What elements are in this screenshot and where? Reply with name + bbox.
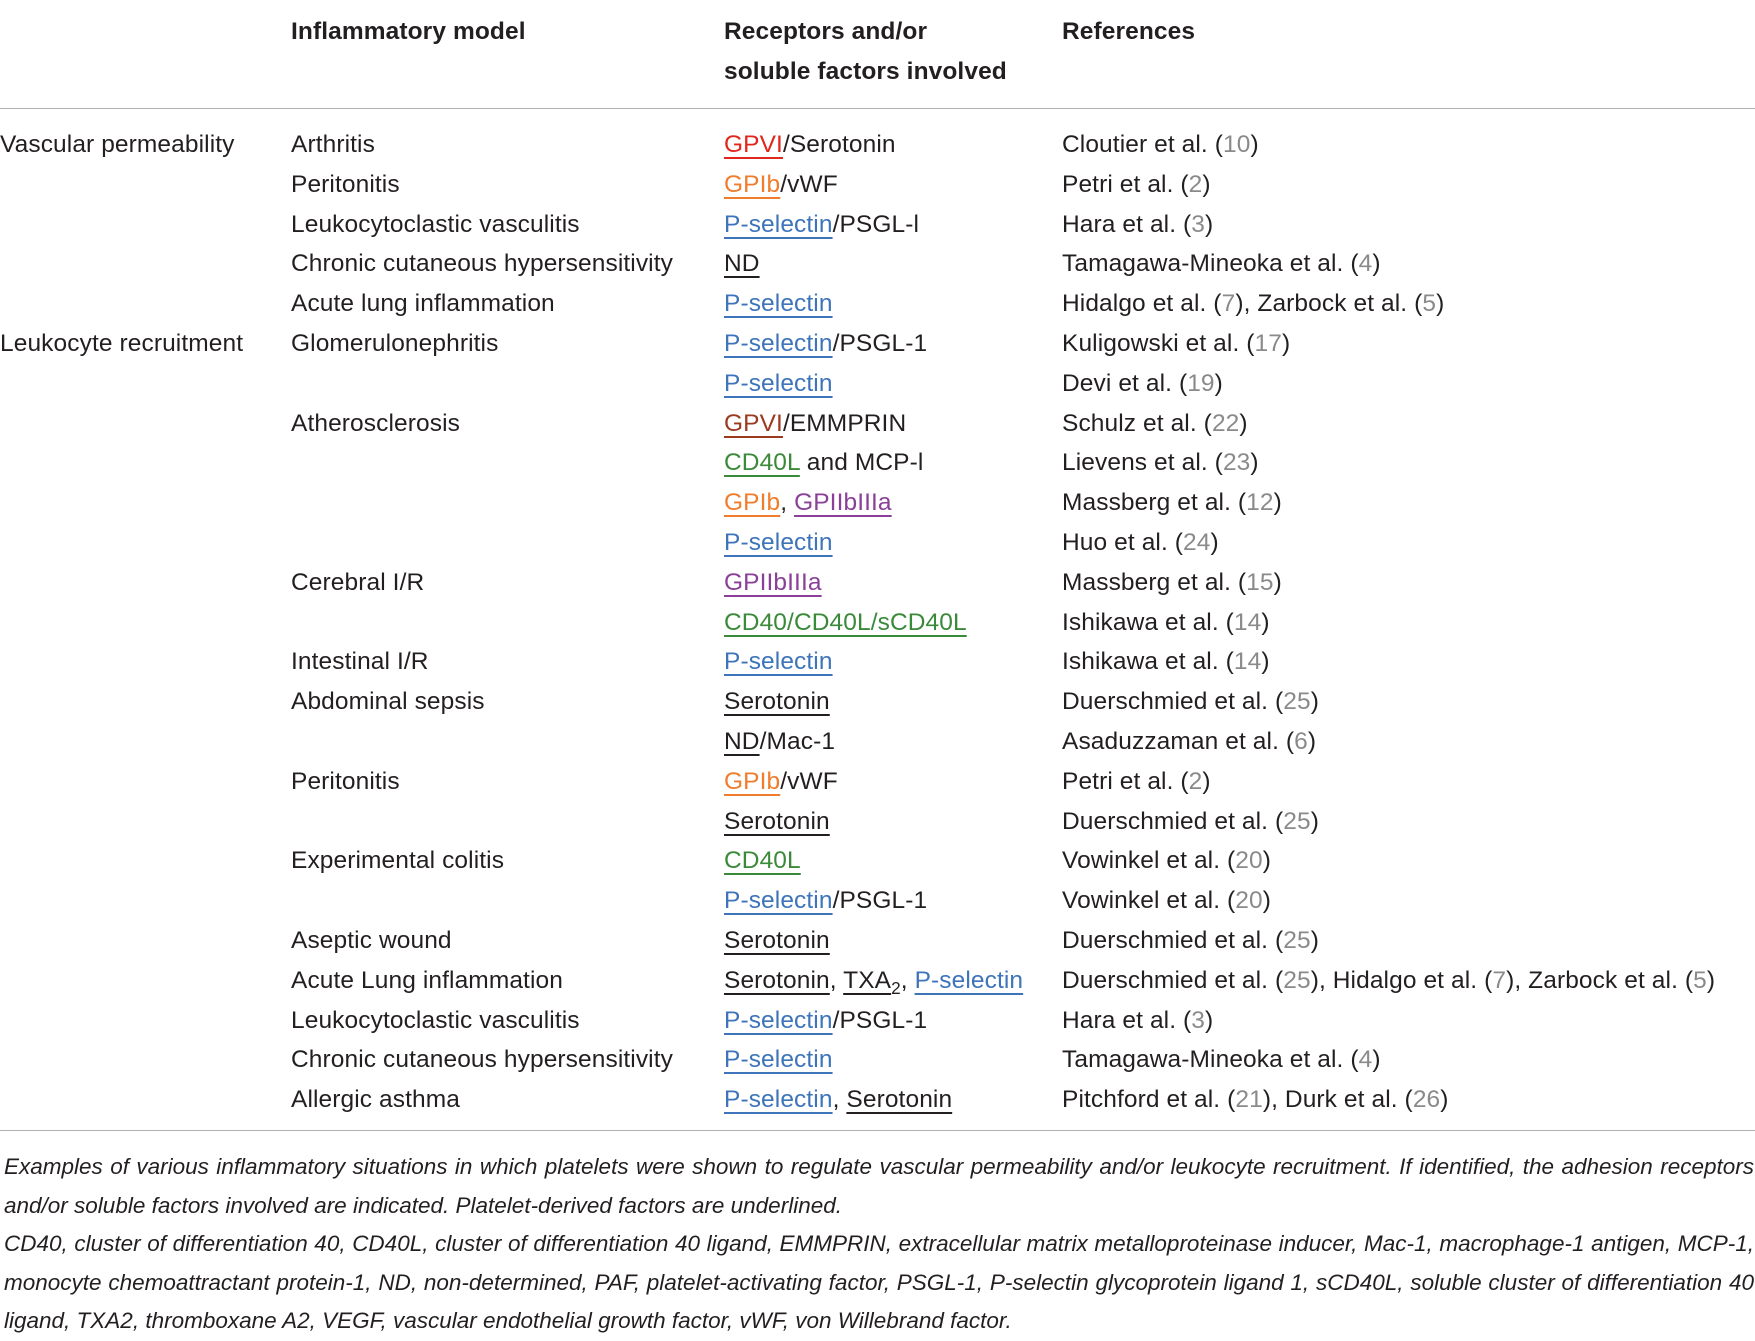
factor-item: [724, 1046, 833, 1073]
factor-text: [780, 489, 794, 516]
reference-text: Ishikawa et al. (: [1062, 648, 1234, 676]
factor-label: /PSGL-l: [832, 210, 920, 238]
model-cell: Glomerulonephritis: [291, 329, 499, 357]
model-cell: Peritonitis: [291, 767, 400, 795]
factor-label: Serotonin: [724, 966, 830, 994]
table-row: [0, 364, 1755, 404]
factor-subscript: 2: [891, 977, 901, 998]
reference-text: ): [1250, 131, 1259, 158]
model-cell: Acute Lung inflammation: [291, 966, 563, 994]
references-cell: [1062, 523, 1219, 563]
references-cell: [1062, 563, 1282, 603]
reference-text: ): [1205, 1006, 1214, 1034]
factor-item: [843, 966, 901, 998]
factor-label: P-selectin: [724, 528, 833, 556]
factor-item: [724, 569, 822, 596]
factors-cell: [724, 125, 896, 165]
reference-text: Asaduzzaman et al. (: [1062, 727, 1295, 755]
factors-cell: [724, 443, 923, 483]
reference-number[interactable]: 3: [1191, 210, 1206, 238]
references-cell: [1062, 881, 1271, 921]
factor-item: [724, 290, 833, 317]
factor-label: GPIb: [724, 489, 781, 517]
category-cell: Leukocyte recruitment: [0, 329, 244, 357]
reference-number[interactable]: 25: [1283, 807, 1311, 835]
factor-label: Serotonin: [846, 1086, 953, 1114]
reference-text: Lievens et al. (: [1062, 449, 1223, 477]
model-cell: Abdominal sepsis: [291, 688, 485, 716]
model-cell: Peritonitis: [291, 170, 400, 198]
factor-label: ,: [900, 966, 915, 994]
factors-cell: [724, 483, 892, 523]
factor-label: /vWF: [780, 767, 838, 795]
factor-label: and MCP-l: [799, 449, 924, 477]
factor-label: /vWF: [780, 170, 838, 198]
reference-number[interactable]: 4: [1358, 250, 1373, 278]
reference-number[interactable]: 17: [1254, 329, 1282, 357]
table-row: [0, 762, 1755, 802]
references-cell: [1062, 324, 1290, 364]
reference-text: Duerschmied et al. (: [1062, 688, 1284, 716]
table-row: [0, 921, 1755, 961]
reference-text: Pitchford et al. (: [1062, 1086, 1236, 1114]
header-receptors-line2: soluble factors involved: [724, 58, 1007, 85]
reference-text: ): [1307, 727, 1317, 755]
factor-label: GPIIbIIIa: [794, 489, 892, 517]
table-row: [0, 324, 1755, 364]
reference-number[interactable]: 4: [1358, 1046, 1373, 1074]
factors-cell: [724, 881, 927, 921]
references-cell: [1062, 603, 1270, 643]
factor-label: P-selectin: [724, 210, 833, 238]
reference-text: ): [1273, 568, 1282, 596]
factors-cell: [724, 324, 927, 364]
model-cell: Atherosclerosis: [291, 409, 460, 437]
reference-text: ): [1210, 528, 1219, 556]
references-cell: [1062, 841, 1271, 881]
factor-text: [901, 967, 915, 994]
factor-item: [724, 967, 830, 994]
reference-number[interactable]: 14: [1233, 608, 1262, 636]
factor-label: Serotonin: [724, 926, 830, 954]
factor-label: P-selectin: [724, 648, 833, 676]
reference-text: ): [1239, 409, 1248, 437]
factor-label: /PSGL-1: [832, 329, 928, 357]
reference-text: Devi et al. (: [1062, 369, 1188, 397]
factor-text: [780, 171, 838, 198]
factor-item: [724, 250, 760, 277]
factors-cell: [724, 682, 830, 722]
factor-label: GPIIbIIIa: [724, 568, 822, 596]
factor-item: [724, 529, 833, 556]
factor-item: [724, 1086, 833, 1113]
table-row: [0, 165, 1755, 205]
factor-label: /PSGL-1: [832, 1006, 928, 1034]
factors-cell: [724, 364, 833, 404]
factor-label: ,: [829, 966, 844, 994]
table-row: [0, 1001, 1755, 1041]
factors-cell: [724, 523, 833, 563]
table-bottom-rule: [0, 1130, 1755, 1131]
factor-item: [915, 967, 1024, 994]
header-references: References: [1062, 18, 1196, 45]
references-cell: [1062, 961, 1715, 1001]
reference-text: Vowinkel et al. (: [1062, 847, 1236, 875]
factor-text: [833, 211, 919, 238]
factor-label: Serotonin: [724, 807, 830, 835]
table-row: [0, 125, 1755, 165]
table-row: [0, 1080, 1755, 1120]
reference-number[interactable]: 14: [1233, 648, 1262, 676]
factor-item: [724, 211, 833, 238]
reference-number[interactable]: 10: [1223, 131, 1251, 158]
factors-cell: [724, 841, 801, 881]
reference-text: ), Durk et al. (: [1262, 1086, 1413, 1114]
factor-label: /Mac-1: [759, 727, 836, 755]
factor-item: [724, 808, 830, 835]
references-cell: [1062, 443, 1259, 483]
references-cell: [1062, 802, 1319, 842]
reference-text: ): [1202, 170, 1211, 198]
model-cell: Intestinal I/R: [291, 648, 429, 676]
factor-label: P-selectin: [724, 290, 833, 318]
factor-item: [846, 1086, 952, 1113]
reference-number[interactable]: 25: [1283, 926, 1311, 954]
factor-label: ,: [832, 1086, 847, 1114]
reference-text: ), Hidalgo et al. (: [1310, 966, 1493, 994]
references-cell: [1062, 1040, 1381, 1080]
reference-text: ): [1372, 250, 1381, 278]
model-cell: Cerebral I/R: [291, 568, 425, 596]
references-cell: [1062, 205, 1213, 245]
table-row: [0, 563, 1755, 603]
reference-text: Hara et al. (: [1062, 1006, 1192, 1034]
factor-label: CD40L: [724, 449, 800, 477]
reference-text: ): [1310, 926, 1319, 954]
factor-text: [833, 1086, 847, 1113]
reference-text: ): [1436, 290, 1445, 318]
model-cell: Acute lung inflammation: [291, 290, 555, 318]
reference-text: ): [1440, 1086, 1449, 1114]
references-cell: [1062, 682, 1319, 722]
reference-text: Duerschmied et al. (: [1062, 807, 1284, 835]
reference-number[interactable]: 7: [1492, 966, 1507, 994]
reference-text: Kuligowski et al. (: [1062, 329, 1255, 357]
reference-number[interactable]: 15: [1246, 568, 1274, 596]
factor-label: CD40/CD40L/sCD40L: [724, 608, 967, 636]
factor-label: P-selectin: [914, 966, 1024, 994]
factor-text: [783, 131, 896, 158]
reference-number[interactable]: 6: [1294, 727, 1308, 755]
reference-text: Tamagawa-Mineoka et al. (: [1062, 250, 1359, 278]
reference-text: Duerschmied et al. (: [1062, 966, 1284, 994]
table-header: [0, 0, 1755, 109]
reference-text: ): [1205, 210, 1214, 238]
factor-item: [724, 768, 780, 795]
factors-cell: [724, 722, 835, 762]
factor-label: ND: [724, 727, 760, 755]
factors-cell: [724, 1040, 833, 1080]
factors-cell: [724, 244, 760, 284]
factor-item: [724, 489, 780, 516]
references-cell: [1062, 125, 1259, 165]
factor-item: [724, 131, 783, 158]
factor-label: ,: [780, 489, 795, 517]
references-cell: [1062, 722, 1316, 762]
reference-text: ): [1261, 648, 1270, 676]
factor-label: Serotonin: [724, 688, 830, 716]
factor-item: [724, 330, 833, 357]
reference-text: ): [1281, 329, 1291, 357]
reference-number[interactable]: 7: [1221, 290, 1236, 318]
references-cell: [1062, 404, 1248, 444]
reference-text: Massberg et al. (: [1062, 568, 1247, 596]
reference-text: ): [1250, 449, 1259, 477]
table-notes: [4, 1148, 1754, 1341]
factor-item: [724, 370, 833, 397]
factor-label: CD40L: [724, 847, 801, 875]
reference-text: Hidalgo et al. (: [1062, 290, 1222, 318]
factor-text: [800, 449, 924, 476]
table-row: [0, 404, 1755, 444]
factor-item: [724, 609, 967, 636]
model-cell: Aseptic wound: [291, 926, 452, 954]
factor-item: [724, 171, 780, 198]
references-cell: [1062, 244, 1381, 284]
reference-number[interactable]: 2: [1188, 170, 1203, 198]
reference-text: ), Zarbock et al. (: [1506, 966, 1694, 994]
reference-number[interactable]: 25: [1283, 688, 1311, 716]
legend-note: Examples of various inflammatory situations in which platelets were shown to regulate vascular permeability and/or leukocyte recruitment. If identified, the adhesion receptors and/or soluble factors involved are indicated. Platelet-derived factors are underlined.: [4, 1154, 1754, 1218]
reference-text: ): [1262, 887, 1272, 915]
factor-text: [833, 887, 928, 914]
factor-label: GPVI: [724, 131, 783, 158]
reference-text: Cloutier et al. (: [1062, 131, 1224, 158]
factors-cell: [724, 284, 833, 324]
factors-cell: [724, 404, 906, 444]
factor-label: P-selectin: [724, 1086, 833, 1114]
factor-item: [724, 847, 801, 874]
header-receptors-line1: Receptors and/or: [724, 18, 928, 45]
factors-cell: [724, 802, 830, 842]
reference-text: ): [1310, 807, 1319, 835]
reference-text: ), Zarbock et al. (: [1235, 290, 1423, 318]
factor-label: P-selectin: [724, 329, 833, 357]
reference-text: ): [1202, 767, 1211, 795]
references-cell: [1062, 483, 1282, 523]
factor-label: P-selectin: [724, 1006, 833, 1034]
reference-number[interactable]: 23: [1222, 449, 1251, 477]
factor-item: [724, 648, 833, 675]
references-cell: [1062, 1080, 1449, 1120]
category-cell: Vascular permeability: [0, 131, 235, 158]
reference-text: Petri et al. (: [1062, 767, 1189, 795]
references-cell: [1062, 921, 1319, 961]
reference-text: Schulz et al. (: [1062, 409, 1212, 437]
factor-item: [724, 887, 833, 914]
table-row: [0, 205, 1755, 245]
reference-number[interactable]: 20: [1235, 847, 1263, 875]
table-row: [0, 841, 1755, 881]
factors-cell: [724, 921, 830, 961]
model-cell: Chronic cutaneous hypersensitivity: [291, 250, 673, 278]
references-cell: [1062, 762, 1211, 802]
factor-label: P-selectin: [724, 887, 833, 915]
factor-item: [724, 688, 830, 715]
factors-cell: [724, 603, 967, 643]
factor-item: [724, 927, 830, 954]
header-receptors: [724, 12, 1007, 92]
model-cell: Allergic asthma: [291, 1086, 460, 1114]
model-cell: Chronic cutaneous hypersensitivity: [291, 1046, 673, 1074]
abbreviations-note: CD40, cluster of differentiation 40, CD40L, cluster of differentiation 40 ligand, EMMPRIN, extracellular matrix metalloproteinase inducer, Mac-1, macrophage-1 antigen, MCP-1, monocyte chemoattractant protein-1, ND, non-determined, PAF, platelet-activating factor, PSGL-1, P-selectin glycoprotein ligand 1, sCD40L, soluble cluster of differentiation 40 ligand, TXA2, thromboxane A2, VEGF, vascular endothelial growth factor, vWF, von Willebrand factor.: [4, 1231, 1754, 1333]
table-row: [0, 682, 1755, 722]
factor-item: [794, 489, 892, 516]
reference-text: Ishikawa et al. (: [1062, 608, 1234, 636]
reference-number[interactable]: 5: [1693, 966, 1707, 994]
factors-cell: [724, 1080, 952, 1120]
reference-text: Hara et al. (: [1062, 210, 1192, 238]
reference-number[interactable]: 5: [1422, 290, 1437, 318]
references-cell: [1062, 165, 1211, 205]
reference-text: ): [1214, 369, 1223, 397]
reference-text: Petri et al. (: [1062, 170, 1189, 198]
factor-item: [724, 449, 800, 476]
table-row: [0, 244, 1755, 284]
reference-number[interactable]: 22: [1211, 409, 1240, 437]
references-cell: [1062, 284, 1444, 324]
model-cell: Arthritis: [291, 131, 375, 158]
reference-text: Vowinkel et al. (: [1062, 887, 1236, 915]
reference-number[interactable]: 2: [1188, 767, 1203, 795]
factor-text: [833, 330, 928, 357]
factor-label: /Serotonin: [782, 131, 896, 158]
table-row: [0, 642, 1755, 682]
table-row: [0, 961, 1755, 1001]
reference-number[interactable]: 19: [1187, 369, 1215, 397]
model-cell: Leukocytoclastic vasculitis: [291, 1006, 580, 1034]
factor-label: GPIb: [724, 767, 781, 795]
factor-label: GPVI: [724, 409, 783, 437]
reference-text: ): [1372, 1046, 1381, 1074]
factor-label: GPIb: [724, 170, 781, 198]
reference-number[interactable]: 20: [1235, 887, 1263, 915]
table-row: [0, 483, 1755, 523]
table-row: [0, 603, 1755, 643]
table-body: [0, 109, 1755, 1120]
factor-label: TXA: [843, 966, 892, 994]
table-row: [0, 284, 1755, 324]
table-row: [0, 802, 1755, 842]
factor-item: [724, 410, 783, 437]
factor-text: [783, 410, 906, 437]
references-cell: [1062, 642, 1270, 682]
reference-number[interactable]: 21: [1235, 1086, 1263, 1114]
factor-item: [724, 728, 760, 755]
factors-cell: [724, 1001, 927, 1041]
reference-text: Tamagawa-Mineoka et al. (: [1062, 1046, 1359, 1074]
reference-text: Massberg et al. (: [1062, 489, 1247, 517]
factors-cell: [724, 762, 838, 802]
factor-text: [780, 768, 838, 795]
factor-label: ND: [724, 250, 760, 278]
factor-label: /PSGL-1: [832, 887, 928, 915]
factor-item: [724, 1007, 833, 1034]
table-row: [0, 443, 1755, 483]
reference-text: ): [1273, 489, 1282, 517]
reference-text: Huo et al. (: [1062, 528, 1184, 556]
references-cell: [1062, 1001, 1213, 1041]
factor-label: P-selectin: [724, 1046, 833, 1074]
table-row: [0, 1040, 1755, 1080]
reference-text: ): [1310, 688, 1319, 716]
reference-text: Duerschmied et al. (: [1062, 926, 1284, 954]
table-row: [0, 881, 1755, 921]
factor-label: P-selectin: [724, 369, 833, 397]
model-cell: Experimental colitis: [291, 847, 505, 875]
factor-text: [833, 1007, 928, 1034]
factor-label: /EMMPRIN: [782, 409, 907, 437]
factor-text: [830, 967, 843, 994]
table-row: [0, 722, 1755, 762]
reference-text: ): [1706, 966, 1716, 994]
factor-text: [760, 728, 835, 755]
reference-number[interactable]: 24: [1183, 528, 1211, 556]
reference-number[interactable]: 26: [1412, 1086, 1441, 1114]
table-row: [0, 523, 1755, 563]
reference-number[interactable]: 25: [1283, 966, 1311, 994]
reference-text: ): [1261, 608, 1270, 636]
factors-cell: [724, 961, 1023, 1001]
model-cell: Leukocytoclastic vasculitis: [291, 210, 580, 238]
reference-text: ): [1262, 847, 1272, 875]
reference-number[interactable]: 3: [1191, 1006, 1206, 1034]
factors-cell: [724, 642, 833, 682]
references-cell: [1062, 364, 1223, 404]
reference-number[interactable]: 12: [1246, 489, 1274, 517]
factors-cell: [724, 205, 919, 245]
header-model: Inflammatory model: [291, 18, 526, 45]
factors-cell: [724, 165, 838, 205]
factors-cell: [724, 563, 822, 603]
